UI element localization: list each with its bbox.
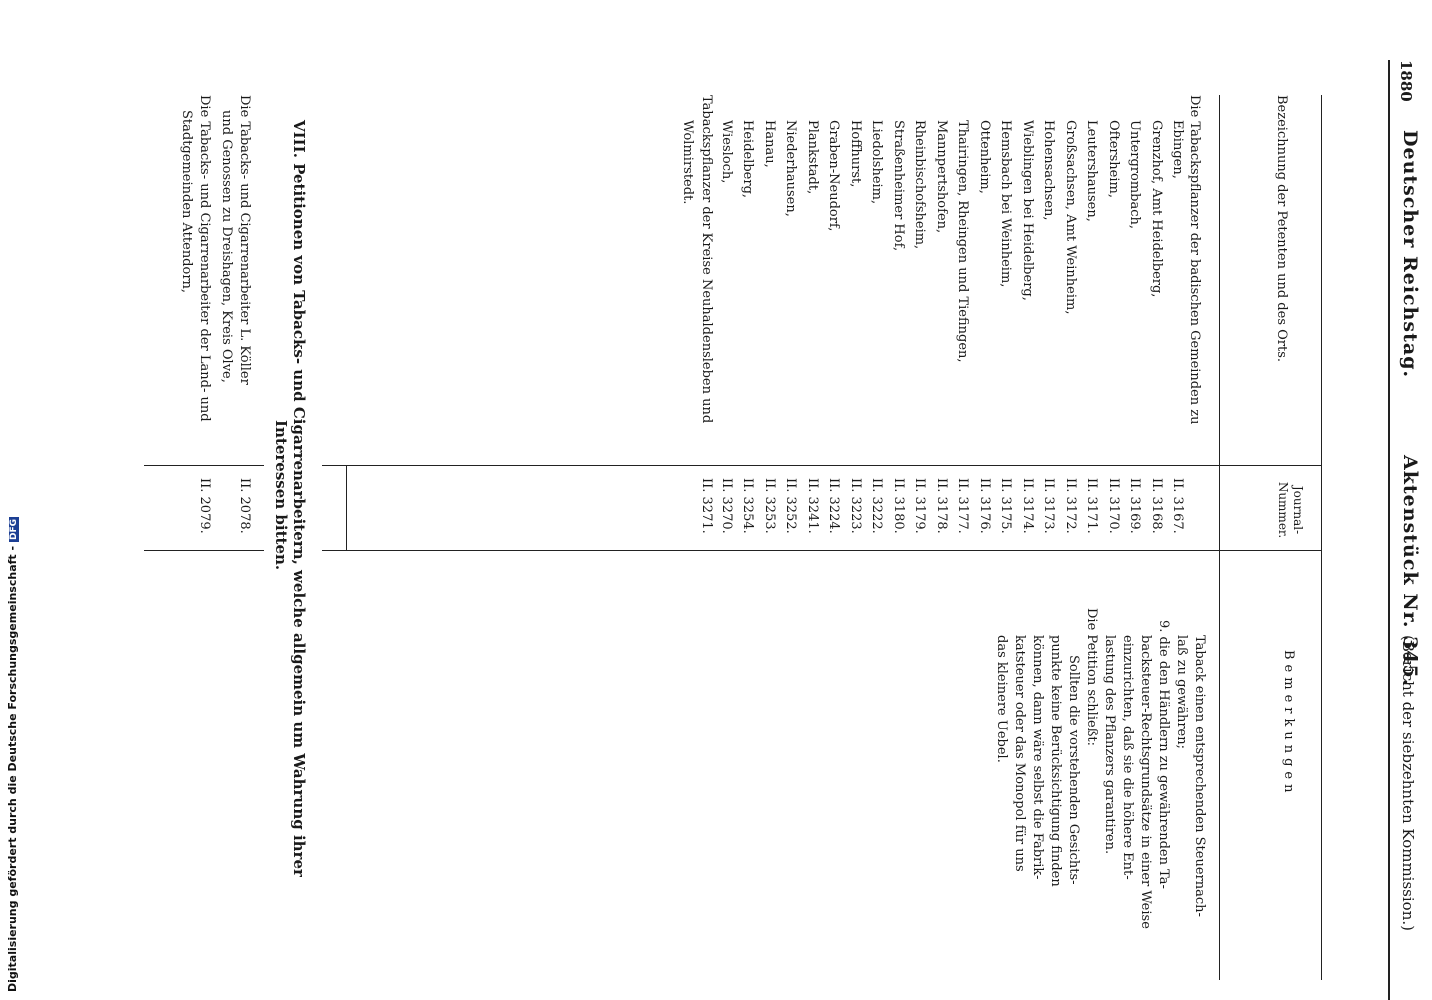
remark-line: das kleinere Uebel. — [994, 635, 1009, 763]
row-name: Straßenheimer Hof, — [891, 120, 906, 252]
row-num: II. 3252. — [783, 478, 798, 534]
row-name: Grenzhof, Amt Heidelberg, — [1149, 120, 1164, 298]
header-rule — [1388, 60, 1390, 1000]
row-name: Ottenheim, — [977, 120, 992, 194]
document-title: Deutscher Reichstag. — [1399, 130, 1421, 379]
row-name: Leutershausen, — [1084, 120, 1099, 222]
row-num: II. 3176. — [977, 478, 992, 534]
dfg-logo: DFG — [9, 518, 19, 540]
remark-line: katsteuer oder das Monopol für uns — [1012, 635, 1027, 872]
column-rule-1 — [322, 465, 1322, 466]
row-num: II. 3224. — [826, 478, 841, 534]
remark-line: punkte keine Berücksichtigung finden — [1048, 635, 1063, 887]
row-num: II. 3177. — [955, 478, 970, 534]
section-8-row-num: II. 2078. — [237, 478, 252, 534]
row-name: Rheinbischofsheim, — [912, 120, 927, 250]
row-num: II. 3169. — [1127, 478, 1142, 534]
row-num: II. 3171. — [1084, 478, 1099, 534]
row-name: Wiesloch, — [719, 120, 734, 184]
row-num: II. 3168. — [1149, 478, 1164, 534]
row-name: Wieblingen bei Heidelberg, — [1020, 120, 1035, 301]
row-name: Hemsbach bei Weinheim, — [998, 120, 1013, 288]
row-num: II. 3167. — [1170, 478, 1185, 534]
row-name: Oftersheim, — [1106, 120, 1121, 198]
year: 1880 — [1397, 60, 1415, 102]
section-8-column-rule-2 — [144, 550, 264, 551]
row-num: II. 3172. — [1063, 478, 1078, 534]
row-name: Hoffhurst, — [848, 120, 863, 188]
report-title: (Bericht der siebzehnten Kommission.) — [1399, 635, 1417, 931]
row-name: Hohensachsen, — [1041, 120, 1056, 221]
row-name: Graben-Neudorf, — [826, 120, 841, 232]
remark-line: Sollten die vorstehenden Gesichts- — [1066, 655, 1081, 885]
row-num: II. 3270. — [719, 478, 734, 534]
row-name: Die Tabackspflanzer der badischen Gemeinden zu — [1187, 95, 1202, 425]
section-8-row-line: Stadtgemeinden Attendorn, — [179, 110, 194, 294]
attribution-text: Digitalisierung gefördert durch die Deutsche Forschungsgemeinschaft - — [6, 545, 19, 992]
table-top-rule — [1321, 95, 1322, 980]
row-name: Plankstadt, — [805, 120, 820, 195]
section-8-column-rule-1 — [144, 465, 264, 466]
file-number: Aktenstück Nr. 345. — [1399, 455, 1421, 687]
remark-line: backsteuer-Rechtsgrundsätze in einer Weise — [1138, 635, 1153, 929]
row-name: Tabackspflanzer der Kreise Neuhaldensleben und — [699, 95, 714, 424]
section-8-row-line: Die Tabacks- und Cigarrenarbeiter der Land- und — [197, 95, 212, 422]
section-8-row-num: II. 2079. — [197, 478, 212, 534]
remark-line: Taback einen entsprechenden Steuernach- — [1192, 635, 1207, 917]
row-num: II. 3179. — [912, 478, 927, 534]
row-num: II. 3170. — [1106, 478, 1121, 534]
table-heading-rule — [1219, 95, 1220, 980]
column-heading-petitioners: Bezeichnung der Petenten und des Orts. — [1274, 95, 1289, 363]
section-8-row-line: Die Tabacks- und Cigarrenarbeiter L. Köller — [237, 95, 252, 385]
row-num: II. 3180. — [891, 478, 906, 534]
row-name: Mannpertshofen, — [934, 120, 949, 234]
remark-line: einzurichten, daß sie die höhere Ent- — [1120, 635, 1135, 880]
row-name: Heidelberg, — [740, 120, 755, 199]
section-8-row-line: und Genossen zu Dreishagen, Kreis Olve, — [219, 110, 234, 383]
column-heading-journal: Journal-Nummer. — [1276, 481, 1305, 539]
remark-line: 9. die den Händlern zu gewährenden Ta- — [1156, 620, 1171, 889]
row-name: Ebingen, — [1170, 120, 1185, 179]
row-num: II. 3223. — [848, 478, 863, 534]
remark-line: Die Petition schließt: — [1084, 608, 1099, 746]
row-num: II. 3241. — [805, 478, 820, 534]
row-num: II. 3178. — [934, 478, 949, 534]
section-8-title-2: Interessen bitten. — [272, 420, 290, 571]
row-name: Thairingen, Rheingen und Tiefingen, — [955, 120, 970, 363]
row-num: II. 3271. — [699, 478, 714, 534]
table-bottom-rule — [346, 465, 347, 551]
row-num: II. 3253. — [762, 478, 777, 534]
row-num: II. 3175. — [998, 478, 1013, 534]
remark-line: lastung des Pflanzers garantiren. — [1102, 635, 1117, 855]
row-name: Niederhausen, — [783, 120, 798, 217]
digitization-attribution — [6, 517, 19, 992]
row-name: Großsachsen, Amt Weinheim, — [1063, 120, 1078, 315]
row-name: Wolmirstedt. — [680, 120, 695, 205]
section-8-title: VIII. Petitionen von Tabacks- und Cigarrenarbeitern, welche allgemein um Wahrung ihrer — [290, 120, 308, 877]
row-name: Untergrombach, — [1127, 120, 1142, 230]
row-num: II. 3222. — [869, 478, 884, 534]
row-num: II. 3254. — [740, 478, 755, 534]
row-num: II. 3174. — [1020, 478, 1035, 534]
remark-line: können, dann wäre selbst die Fabrik- — [1030, 635, 1045, 880]
remark-line: laß zu gewähren; — [1174, 635, 1189, 750]
row-name: Hanau, — [762, 120, 777, 168]
column-rule-2 — [322, 550, 1322, 551]
column-heading-remarks: Bemerkungen — [1281, 650, 1296, 798]
row-name: Liedolsheim, — [869, 120, 884, 205]
row-num: II. 3173. — [1041, 478, 1056, 534]
